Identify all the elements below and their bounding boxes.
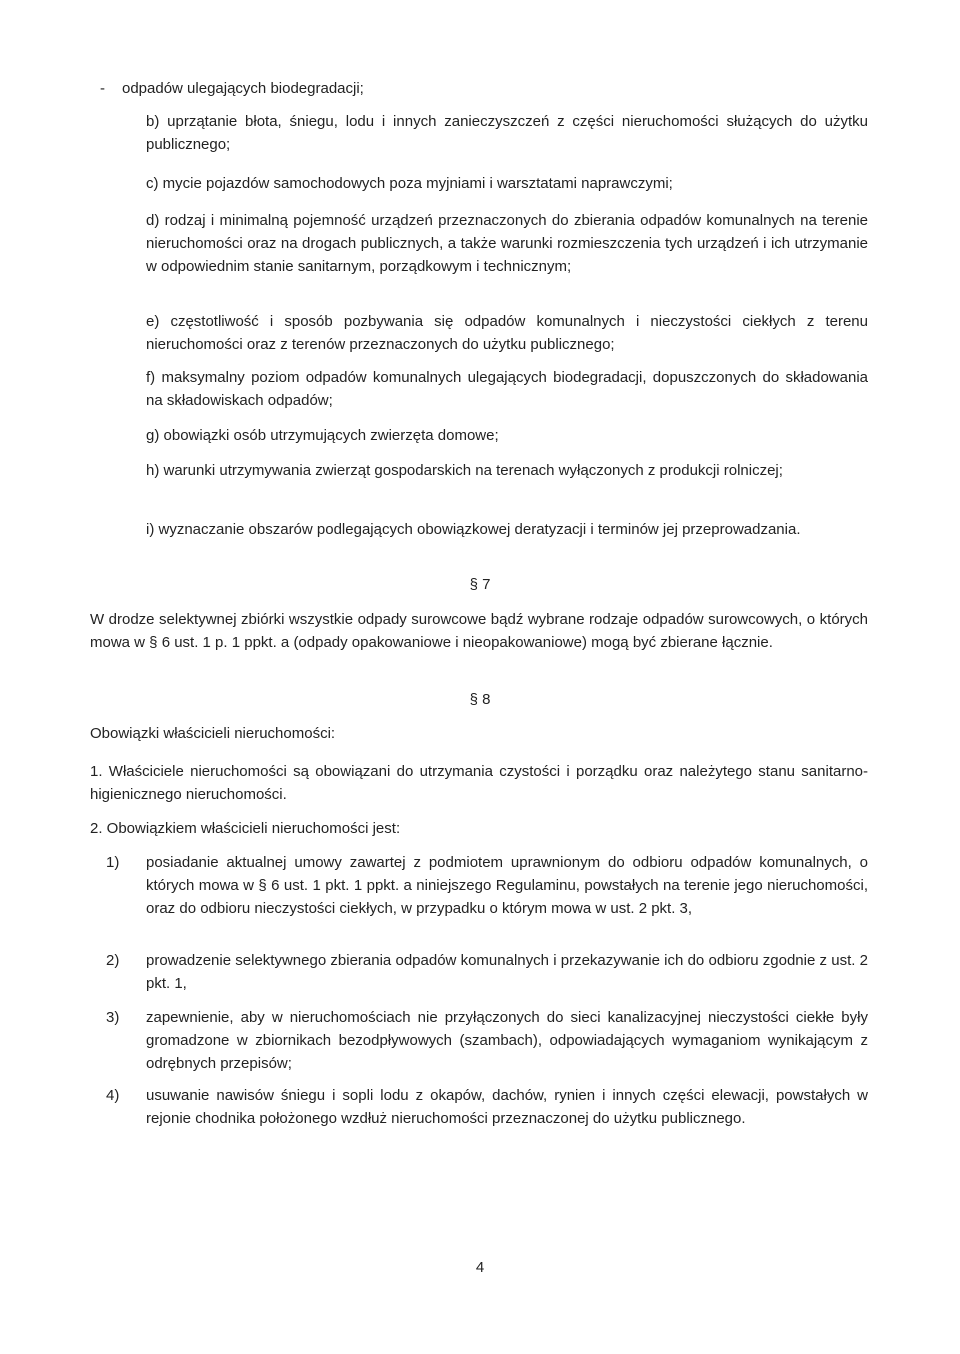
list-item-i: i) wyznaczanie obszarów podlegających obowiązkowej deratyzacji i terminów jej przeprowadzania. xyxy=(146,521,801,538)
section-7-heading: § 7 xyxy=(469,576,491,593)
dash-item-text: odpadów ulegających biodegradacji; xyxy=(122,80,364,97)
subpoint-4-text: usuwanie nawisów śniegu i sopli lodu z okapów, dachów, rynien i innych części elewacji, powstałych w rejonie chodnika położonego wzdłuż nieruchomości przeznaczonej do użytku publicznego. xyxy=(146,1087,868,1127)
subpoint-4-marker: 4) xyxy=(106,1087,120,1104)
list-item-d: d) rodzaj i minimalną pojemność urządzeń przeznaczonych do zbierania odpadów komunalnych na terenie nieruchomości oraz na drogach publicznych, a także warunki rozmieszczenia tych urządzeń i ich utrzymanie w odpowiednim stanie sanitarnym, porządkowym i technicznym; xyxy=(146,212,868,275)
dash-marker: - xyxy=(100,80,105,97)
list-item-e: e) częstotliwość i sposób pozbywania się odpadów komunalnych i nieczystości ciekłych z terenu nieruchomości oraz z terenów przeznaczonych do użytku publicznego; xyxy=(146,313,868,353)
subpoint-2-marker: 2) xyxy=(106,952,120,969)
list-item-h: h) warunki utrzymywania zwierząt gospodarskich na terenach wyłączonych z produkcji rolniczej; xyxy=(146,462,783,479)
section-8-point-2: 2. Obowiązkiem właścicieli nieruchomości jest: xyxy=(90,820,401,837)
list-item-c: c) mycie pojazdów samochodowych poza myjniami i warsztatami naprawczymi; xyxy=(146,175,673,192)
list-item-g: g) obowiązki osób utrzymujących zwierzęta domowe; xyxy=(146,427,499,444)
section-8-intro: Obowiązki właścicieli nieruchomości: xyxy=(90,725,336,742)
section-8-point-1: 1. Właściciele nieruchomości są obowiązani do utrzymania czystości i porządku oraz należytego stanu sanitarno-higienicznego nieruchomości. xyxy=(90,763,868,803)
subpoint-1-marker: 1) xyxy=(106,854,120,871)
list-item-b: b) uprzątanie błota, śniegu, lodu i innych zanieczyszczeń z części nieruchomości służących do użytku publicznego; xyxy=(146,113,868,153)
list-item-f: f) maksymalny poziom odpadów komunalnych ulegających biodegradacji, dopuszczonych do składowania na składowiskach odpadów; xyxy=(146,369,868,409)
subpoint-2-text: prowadzenie selektywnego zbierania odpadów komunalnych i przekazywanie ich do odbioru zgodnie z ust. 2 pkt. 1, xyxy=(146,952,868,992)
section-8-heading: § 8 xyxy=(469,691,491,708)
section-7-text: W drodze selektywnej zbiórki wszystkie odpady surowcowe bądź wybrane rodzaje odpadów surowcowych, o których mowa w § 6 ust. 1 p. 1 ppkt. a (odpady opakowaniowe i nieopakowaniowe) mogą być zbierane łącznie. xyxy=(90,611,868,651)
page-number: 4 xyxy=(475,1259,485,1276)
subpoint-3-marker: 3) xyxy=(106,1009,120,1026)
subpoint-3-text: zapewnienie, aby w nieruchomościach nie przyłączonych do sieci kanalizacyjnej nieczystości ciekłe były gromadzone w zbiornikach bezodpływowych (szambach), odpowiadających wymaganiom wynikającym z odrębnych przepisów; xyxy=(146,1009,868,1072)
subpoint-1-text: posiadanie aktualnej umowy zawartej z podmiotem uprawnionym do odbioru odpadów komunalnych, o których mowa w § 6 ust. 1 pkt. 1 ppkt. a niniejszego Regulaminu, powstałych na terenie jego nieruchomości, oraz do odbioru nieczystości ciekłych, w przypadku o którym mowa w ust. 2 pkt. 3, xyxy=(146,854,868,917)
